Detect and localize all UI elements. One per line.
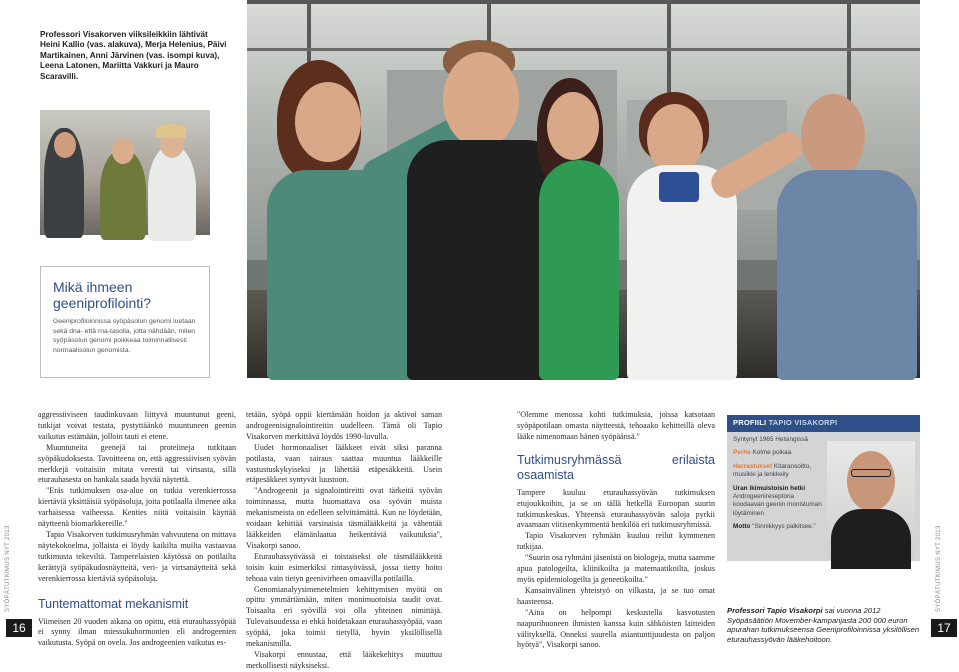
paragraph: Tapio Visakorven ryhmään kuuluu reilut kymmenen tutkijaa. (517, 531, 715, 552)
info-box (40, 266, 210, 378)
profile-header-label: PROFIILI (733, 418, 767, 427)
profile-details (733, 436, 825, 532)
paragraph: Muuntuneita geenejä tai proteiineja tutkitaan syöpäkudoksesta. Tavoitteena on, että aggressiivisen syövän merkkejä voitaisiin mitata verestä tai virtsasta, sillä eturauhasesta on hankala saada hyvää näytettä. (38, 442, 236, 485)
paragraph: Viimeisen 20 vuoden aikana on opittu, että eturauhassyöpää ei synny ilman miessukuhormonien eli androgeenien vaikutusta. Syöpä on ovela. Jos androgeenien vaikutus es- (38, 616, 236, 648)
small-photo (40, 110, 210, 235)
main-photo (247, 0, 920, 378)
profile-motto-label: Motto (733, 523, 751, 531)
profile-born: Syntynyt 1965 Helsingissä (733, 436, 808, 443)
info-box-title: Mikä ihmeen geeniprofilointi? (53, 279, 152, 311)
profile-header-name: TAPIO VISAKORPI (768, 418, 838, 427)
profile-discovery-label: Uran ikimuistoisin hetki (733, 484, 806, 492)
text-column-2 (246, 410, 442, 672)
photo-caption: Professori Visakorven viiksileikkiin lähtivät Heini Kallio (vas. alakuva), Merja Helenius, Päivi Martikainen, Anni Järvinen (vas. isompi kuva), Leena Latonen, Mariitta Vakkuri ja Mauro Scaravilli. (40, 30, 227, 81)
profile-family: Kolme poikaa (752, 449, 792, 457)
profile-portrait (827, 441, 915, 559)
profile-discovery: Androgeenireseptoria koodaavan geenin monistuman löytäminen (733, 493, 822, 517)
page-number-right: 17 (931, 619, 957, 637)
paragraph: aggressiiviseen taudinkuvaan liittyvä muuntunut geeni, tutkijat voivat testata, pystyttäänkö muuntuneen geenin vaikutus estämään, jolloin tauti ei etene. (38, 410, 236, 441)
section-heading: Tutkimusryhmässä erilaista osaamista (517, 452, 715, 482)
paragraph: Genomianalyysimenetelmien kehittymisen myötä on opittu ymmärtämään, miten monimuotoisia taudit ovat. Toisaalta eri syövillä voi olla yhteinen nimittäjä. Tulevaisuudessa ei ehkä hoidetakaan eturauhassyöpää, vaan syöpää, joka toimii tietyllä, hyvin yksilöllisellä mekanismilla. (246, 584, 442, 649)
profile-hobbies: Kitaransoitto, musiikki ja lenkkeily (733, 462, 812, 479)
paragraph: "Suurin osa ryhmäni jäsenistä on biologeja, mutta saamme apua patologeilta, kliinikoilta ja matemaatikoilta, joskus myös epidemiologeilta ja geneetikoilta." (517, 553, 715, 584)
profile-motto: "Sinnikkyys palkitsee." (752, 523, 816, 531)
portrait-caption-text: sai vuonna 2012 Syöpäsäätiön Movember-kampanjasta 200 000 euron apurahan tutkimukseensa Geeniprofiloinnissa yksilöllisen eturauhassyövän lääkehoitoon. (727, 606, 920, 644)
paragraph: Kansainvälinen yhteistyö on vilkasta, ja se tuo omat haasteensa. (517, 585, 715, 606)
paragraph: "Aina on helpompi keskustella kasvotusten naapurihuoneen ihmisten kanssa kuin sähköisten laitteiden välityksellä. Onneksi suurella asiantuntijuudesta on paljon hyötyä", Visakorpi sanoo. (517, 607, 715, 650)
paragraph: Eturauhassyövässä ei toistaiseksi ole täsmälääkkeitä toisin kuin esimerkiksi rintasyövässä, jossa tietty hoito tehoaa vain tietyn geenivirheen omaavilla potilailla. (246, 551, 442, 583)
running-head-left: SYÖPÄTUTKIMUS NYT 2013 (5, 525, 11, 612)
text-column-1 (38, 410, 236, 649)
profile-family-label: Perhe (733, 449, 751, 457)
info-box-body: Geeniprofiloinnissa syöpäsolun genomi luetaan sekä dna- että rna-tasolla, jotta nähdään, miten syöpäsolun genomi poikkeaa toiminnallisesti normaalisolun genomista. (53, 318, 196, 354)
paragraph: "Olemme menossa kohti tutkimuksia, joissa katsotaan syöpäpotilaan omasta näytteestä, tehoaako kehitteillä oleva lääke nimenomaan hänen syöpäänsä." (517, 410, 715, 441)
paragraph: "Androgeenit ja signalointireitti ovat tärkeitä syövän toiminnassa, mutta huomattava osa syövän muista mekanismeista on edelleen selvittämättä. Kun ne löydetään, voidaan kehittää varsinaisia täsmälääkkeitä ja vähentää lääkkeiden elämänlaatua heikentäviä vaikutuksia", Visakorpi sanoo. (246, 486, 442, 550)
paragraph: Tampere kuuluu eturauhassyövän tutkimuksen etujoukkoihin, ja se on tällä hetkellä Euroopan suurin tutkimuskeskus. Yhteensä eturauhassyövän saloja pyrkii avaamaan viitisenkymmentä henkilöä eri tutkimusryhmissä. (517, 487, 715, 530)
profile-hobbies-label: Harrastukset (733, 462, 773, 470)
running-head-right: SYÖPÄTUTKIMUS NYT 2013 (936, 525, 942, 612)
profile-header (727, 415, 920, 432)
paragraph: Visakorpi ennustaa, että lääkekehitys muuttuu merkollisesti näyksiseksi. (246, 649, 442, 670)
section-heading: Tuntemattomat mekanismit (38, 596, 189, 611)
portrait-caption-name: Professori Tapio Visakorpi (727, 606, 823, 615)
paragraph: tetään, syöpä oppii kiertämään hoidon ja aktivoi saman androgeenisignalointireitin uudelleen. Tämä oli Tapio Visakorven merkittävä löydös 1990-luvulla. (246, 410, 442, 441)
paragraph: Uudet hormonaaliset lääkkeet eivät siksi paranna potilasta, vaan sairaus saattaa muuntua lääkkeille vastustuskykyiseksi ja lähettää etäpesäkkeitä. Usein etäpesäkkeet syntyvät luustoon. (246, 442, 442, 485)
page-number-left: 16 (6, 619, 32, 637)
paragraph: "Eräs tutkimuksen osa-alue on tutkia verenkierrossa kiertäviä yksittäisiä syöpäsoluja, joita potilaalla ilmenee aika varhaisessa vaiheessa. Kenties niitä voitaisiin käyttää näytteenä biomarkkereille." (38, 486, 236, 529)
paragraph: Tapio Visakorven tutkimusryhmän vahvuutena on mittava näytekokoelma, jollaista ei löydy kaikilta muilta vastaavaa tutkimusta tekeviltä. Tamperelaisten käytössä on potilailta kerättyjä syöpäkudosnäytteitä, veri- ja virtsanäytteitä sekä verenkierrossa kiertäviä syöpäsoluja. (38, 529, 236, 583)
text-column-3 (517, 410, 715, 651)
portrait-caption (727, 606, 927, 644)
profile-box (727, 415, 920, 561)
